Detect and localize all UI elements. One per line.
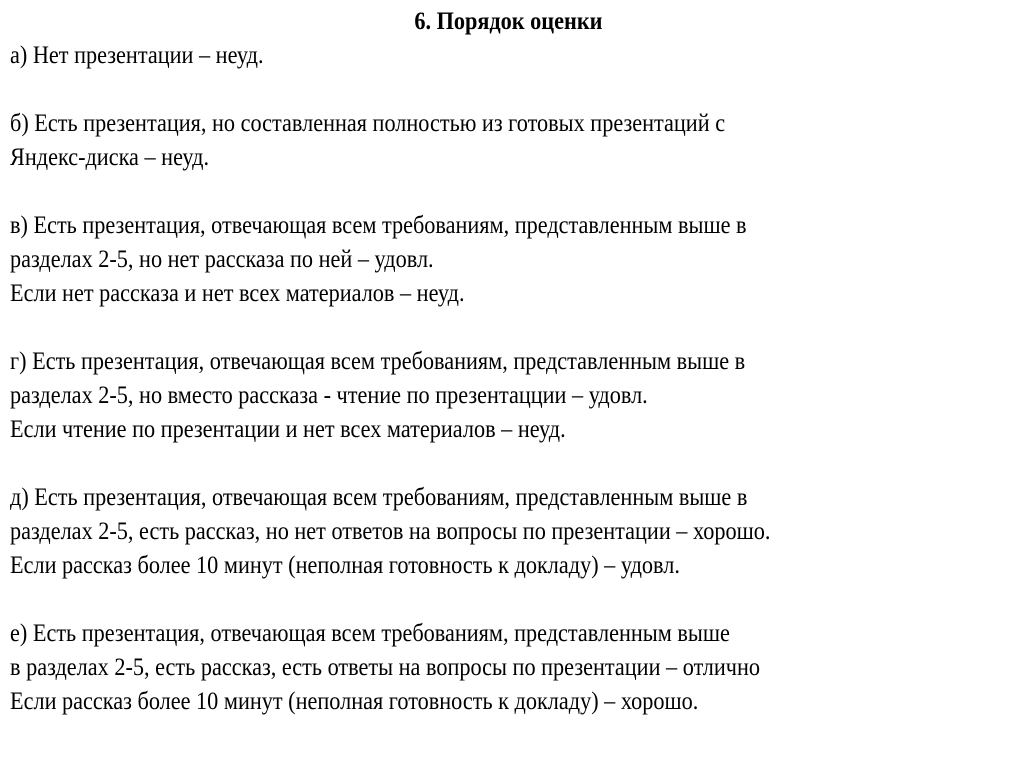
text-line: разделах 2-5, но вместо рассказа - чтение по презентацции – удовл.: [10, 382, 648, 409]
spacer: [10, 73, 1007, 107]
text-line: разделах 2-5, есть рассказ, но нет ответов на вопросы по презентации – хорошо.: [10, 518, 771, 545]
document: [10, 5, 1007, 719]
criterion-v: [10, 209, 1007, 311]
text-line: в разделах 2-5, есть рассказ, есть ответы на вопросы по презентации – отлично: [10, 654, 760, 681]
text-line: а) Нет презентации – неуд.: [10, 42, 264, 69]
text-line: е) Есть презентация, отвечающая всем требованиям, представленным выше: [10, 620, 730, 647]
criterion-e: [10, 617, 1007, 719]
text-line: д) Есть презентация, отвечающая всем требованиям, представленным выше в: [10, 484, 748, 511]
criterion-d: [10, 481, 1007, 583]
criterion-g: [10, 345, 1007, 447]
spacer: [10, 311, 1007, 345]
text-line: Если рассказ более 10 минут (неполная готовность к докладу) – хорошо.: [10, 688, 699, 715]
page-title: 6. Порядок оценки: [414, 8, 603, 35]
text-line: Если рассказ более 10 минут (неполная готовность к докладу) – удовл.: [10, 552, 680, 579]
criterion-a: [10, 39, 1007, 73]
spacer: [10, 447, 1007, 481]
criterion-b: [10, 107, 1007, 175]
text-line: в) Есть презентация, отвечающая всем требованиям, представленным выше в: [10, 212, 747, 239]
spacer: [10, 175, 1007, 209]
text-line: б) Есть презентация, но составленная полностью из готовых презентаций с: [10, 110, 726, 137]
text-line: Если нет рассказа и нет всех материалов – неуд.: [10, 280, 465, 307]
text-line: г) Есть презентация, отвечающая всем требованиям, представленным выше в: [10, 348, 746, 375]
text-line: Если чтение по презентации и нет всех материалов – неуд.: [10, 416, 566, 443]
text-line: разделах 2-5, но нет рассказа по ней – удовл.: [10, 246, 434, 273]
spacer: [10, 583, 1007, 617]
text-line: Яндекс-диска – неуд.: [10, 144, 210, 171]
